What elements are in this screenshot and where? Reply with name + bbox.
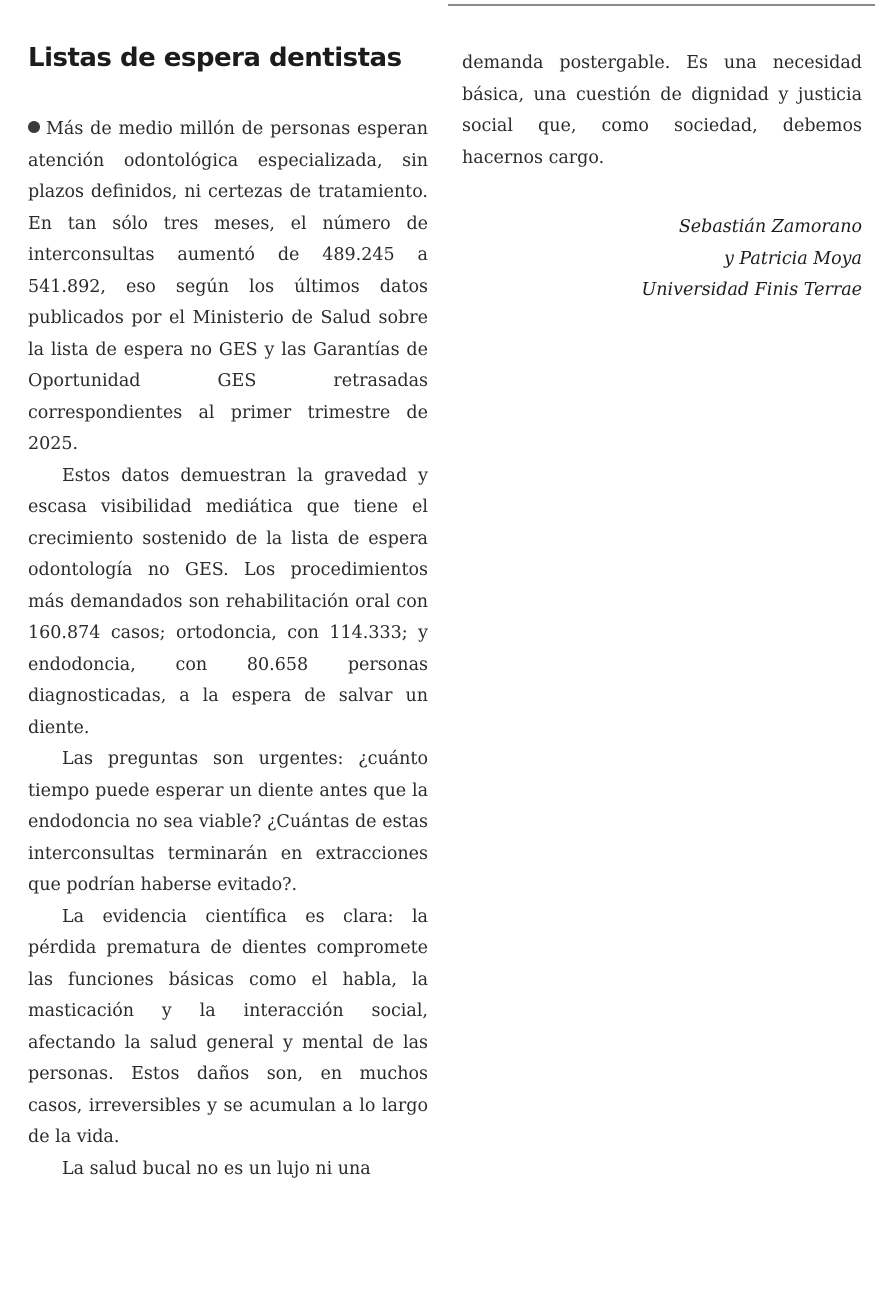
article-paragraph-2: Estos datos demuestran la gravedad y escasa visibilidad mediática que tiene el crecimiento sostenido de la lista de espera odontología no GES. Los procedimientos más demandados son rehabilitación oral con 160.874 casos; ortodoncia, con 114.333; y endodoncia, con 80.658 personas diagnosticadas, a la espera de salvar un diente. [28,465,428,738]
article-paragraph-4: La evidencia científica es clara: la pérdida prematura de dientes compromete las funciones básicas como el habla, la masticación y la interacción social, afectando la salud general y mental de las personas. Estos daños son, en muchos casos, irreversibles y se acumulan a lo largo de la vida. [28,906,428,1147]
article-paragraph-5: La salud bucal no es un lujo ni una [62,1158,371,1179]
article-paragraph-3: Las preguntas son urgentes: ¿cuánto tiempo puede esperar un diente antes que la endodoncia no sea viable? ¿Cuántas de estas interconsultas terminarán en extracciones que podrían haberse evitado?. [28,749,428,895]
article-left-column [28,40,428,1185]
paragraph-1-text: Más de medio millón de personas esperan atención odontológica especializada, sin plazos definidos, ni certezas de tratamiento. En tan sólo tres meses, el número de interconsultas aumentó de 489.245 a 541.892, eso según los últimos datos publicados por el Ministerio de Salud sobre la lista de espera no GES y las Garantías de Oportunidad GES retrasadas correspondientes al primer trimestre de 2025. [28,119,428,454]
article-right-column [462,48,862,307]
article-paragraph-continued: demanda postergable. Es una necesidad básica, una cuestión de dignidad y justicia social que, como sociedad, debemos hacernos cargo. [462,53,862,168]
author-affiliation: Universidad Finis Terrae [641,280,862,300]
top-divider-rule [448,4,875,6]
author-signature [462,212,862,307]
article-paragraph-1 [28,114,428,461]
author-name-1: Sebastián Zamorano [678,217,862,237]
article-headline: Listas de espera dentistas [28,43,402,73]
bullet-icon [28,121,40,133]
author-name-2: y Patricia Moya [723,248,862,269]
